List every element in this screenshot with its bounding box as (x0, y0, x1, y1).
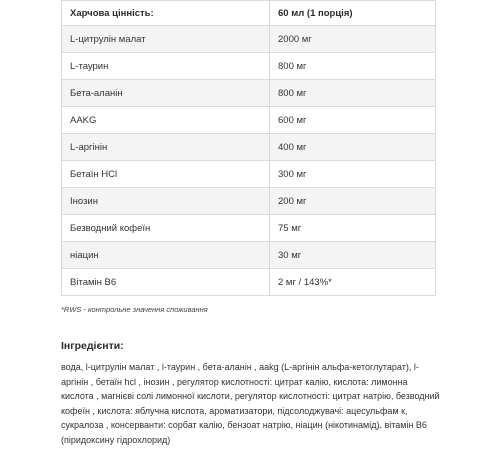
nutrient-amount: 2000 мг (270, 26, 436, 53)
table-header-label: Харчова цінність: (62, 1, 270, 26)
nutrient-name: L-аргінін (62, 134, 270, 161)
nutrient-name: Інозин (62, 188, 270, 215)
table-row (62, 134, 436, 161)
table-row (62, 188, 436, 215)
nutrient-amount: 800 мг (270, 80, 436, 107)
nutrition-table (61, 0, 436, 296)
table-row (62, 242, 436, 269)
nutrient-amount: 400 мг (270, 134, 436, 161)
table-row (62, 269, 436, 296)
nutrient-name: AAKG (62, 107, 270, 134)
nutrient-name: Бетаїн HCl (62, 161, 270, 188)
table-row (62, 161, 436, 188)
nutrient-name: L-таурин (62, 53, 270, 80)
nutrient-amount: 30 мг (270, 242, 436, 269)
nutrient-amount: 75 мг (270, 215, 436, 242)
table-row (62, 215, 436, 242)
table-row (62, 53, 436, 80)
ingredients-text: вода, l-цитрулін малат , l-таурин , бета-аланін , aakg (L-аргінін альфа-кетоглутарат), l-аргінін , бетаїн hcl , інозин , регулятор кислотності: цитрат калію, кислота: лимонна кислота , магнієві солі лимонної кислоти, регулятор кислотності: цитрат натрію, безводний кофеїн , кислота: яблучна кислота, ароматизатори, підсолоджувачі: ацесульфам к, сукралоза , консерванти: сорбат калію, бензоат натрію, ніацин (нікотинамід), вітамін B6 (піридоксину гідрохлорид) (61, 362, 440, 445)
table-row (62, 26, 436, 53)
ingredients-title: Інгредієнти: (61, 340, 124, 352)
nutrient-amount: 300 мг (270, 161, 436, 188)
nutrient-amount: 200 мг (270, 188, 436, 215)
nutrient-amount: 2 мг / 143%* (270, 269, 436, 296)
nutrient-name: ніацин (62, 242, 270, 269)
nutrient-name: Вітамін B6 (62, 269, 270, 296)
nutrient-name: Безводний кофеїн (62, 215, 270, 242)
table-row (62, 80, 436, 107)
nutrient-amount: 600 мг (270, 107, 436, 134)
table-header-row (62, 1, 436, 26)
nutrient-amount: 800 мг (270, 53, 436, 80)
nutrient-name: L-цитрулін малат (62, 26, 270, 53)
rws-footnote: *RWS - контрольне значення споживання (61, 305, 208, 314)
nutrient-name: Бета-аланін (62, 80, 270, 107)
table-header-value: 60 мл (1 порція) (270, 1, 436, 26)
table-row (62, 107, 436, 134)
